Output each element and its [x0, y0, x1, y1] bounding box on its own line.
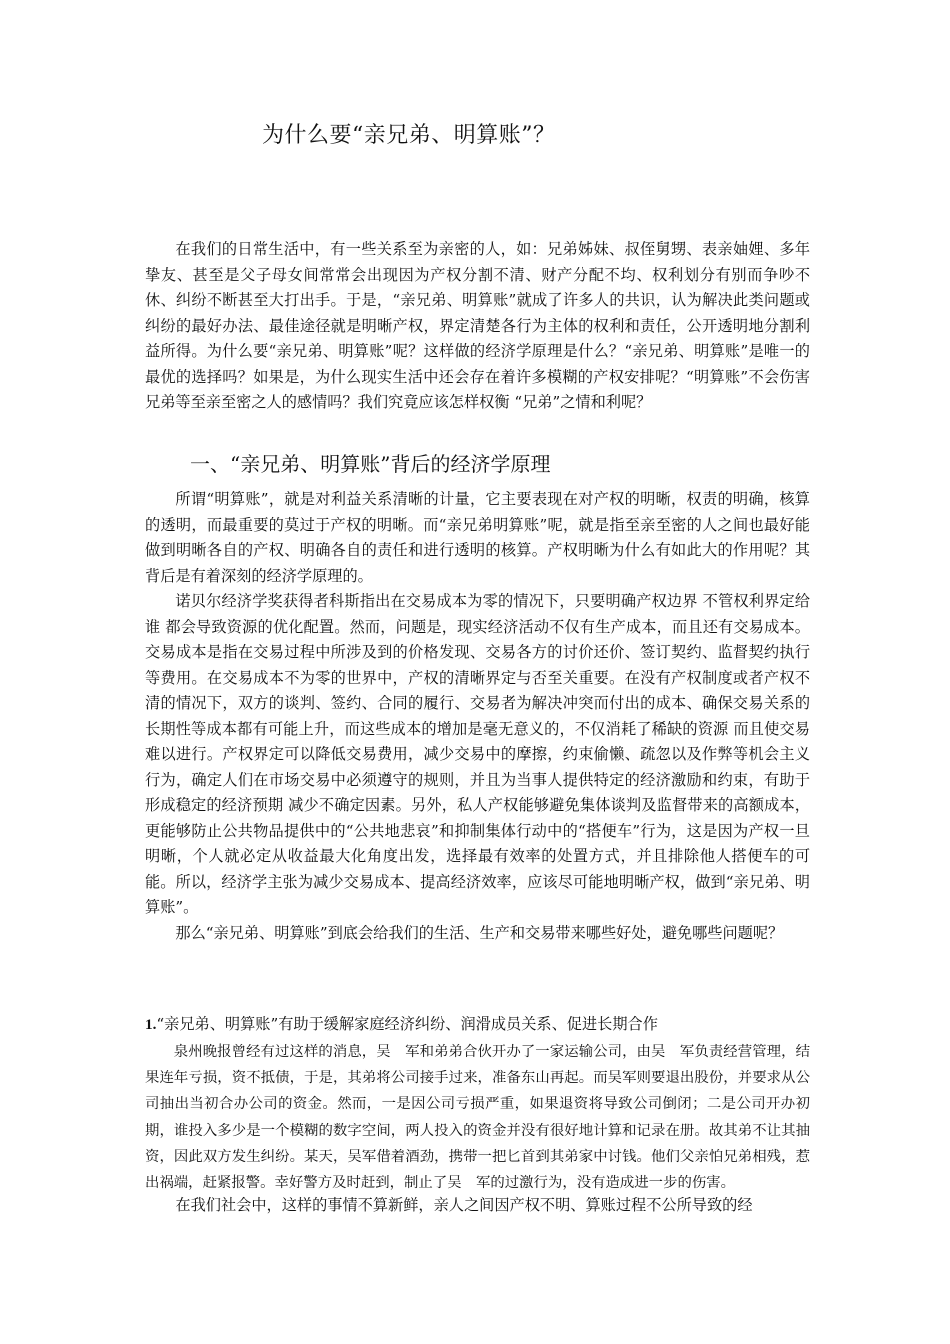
subsection-title: “亲兄弟、明算账”有助于缓解家庭经济纠纷、润滑成员关系、促进长期合作	[156, 1015, 658, 1033]
intro-paragraph: 在我们的日常生活中，有一些关系至为亲密的人，如：兄弟姊妹、叔侄舅甥、表亲妯娌、多年挚友、甚至是父子母女间常常会出现因为产权分割不清、财产分配不均、权利划分有别而争吵不休、纠纷不断甚至大打出手。于是，“亲兄弟、明算账”就成了许多人的共识，认为解决此类问题或纠纷的最好办法、最佳途径就是明晰产权，界定清楚各行为主体的权利和责任，公开透明地分割利益所得。为什么要“亲兄弟、明算账”呢？这样做的经济学原理是什么？“亲兄弟、明算账”是唯一的最优的选择吗？如果是，为什么现实生活中还会存在着许多模糊的产权安排呢？“明算账”不会伤害兄弟等至亲至密之人的感情吗？我们究竟应该怎样权衡 “兄弟”之情和利呢？	[145, 240, 810, 411]
subsection-number: 1.	[145, 1016, 157, 1033]
section-body	[145, 487, 810, 946]
section-paragraph: 诺贝尔经济学奖获得者科斯指出在交易成本为零的情况下，只要明确产权边界 不管权利界定给谁 都会导致资源的优化配置。然而，问题是，现实经济活动不仅有生产成本，而且还有交易成本。交易成本是指在交易过程中所涉及到的价格发现、交易各方的讨价还价、签订契约、监督契约执行等费用。在交易成本不为零的世界中，产权的清晰界定与否至关重要。在没有产权制度或者产权不清的情况下，双方的谈判、签约、合同的履行、交易者为解决冲突而付出的成本、确保交易关系的长期性等成本都有可能上升，而这些成本的增加是毫无意义的，不仅消耗了稀缺的资源 而且使交易难以进行。产权界定可以降低交易费用，减少交易中的摩擦，约束偷懒、疏忽以及作弊等机会主义行为，确定人们在市场交易中必须遵守的规则，并且为当事人提供特定的经济激励和约束，有助于形成稳定的经济预期 减少不确定因素。另外，私人产权能够避免集体谈判及监督带来的高额成本，更能够防止公共物品提供中的“公共地悲哀”和抑制集体行动中的“搭便车”行为，这是因为产权一旦明晰，个人就必定从收益最大化角度出发，选择最有效率的处置方式，并且排除他人搭便车的可能。所以，经济学主张为减少交易成本、提高经济效率，应该尽可能地明晰产权，做到“亲兄弟、明算账”。	[145, 592, 810, 916]
story-paragraph: 泉州晚报曾经有过这样的消息，吴 军和弟弟合伙开办了一家运输公司，由吴 军负责经营管理，结果连年亏损，资不抵债，于是，其弟将公司接手过来，准备东山再起。而吴军则要退出股份，并要求从公司抽出当初合办公司的资金。然而，一是因公司亏损严重，如果退资将导致公司倒闭；二是公司开办初期，谁投入多少是一个模糊的数字空间，两人投入的资金并没有很好地计算和记录在册。故其弟不让其抽资，因此双方发生纠纷。某天，吴军借着酒劲，携带一把匕首到其弟家中讨钱。他们父亲怕兄弟相残，惹出祸端，赶紧报警。幸好警方及时赶到，制止了吴 军的过激行为，没有造成进一步的伤害。	[145, 1044, 810, 1192]
tail-section	[145, 1193, 810, 1219]
section-paragraph: 所谓“明算账”，就是对利益关系清晰的计量，它主要表现在对产权的明晰，权责的明确，核算的透明，而最重要的莫过于产权的明晰。而“亲兄弟明算账”呢，就是指至亲至密的人之间也最好能做到明晰各自的产权、明确各自的责任和进行透明的核算。产权明晰为什么有如此大的作用呢？其背后是有着深刻的经济学原理的。	[145, 490, 810, 585]
section-paragraph: 那么“亲兄弟、明算账”到底会给我们的生活、生产和交易带来哪些好处，避免哪些问题呢？	[175, 923, 784, 942]
subsection-heading	[145, 1013, 658, 1034]
story-section	[145, 1039, 810, 1196]
page-title: 为什么要“亲兄弟、明算账”？	[262, 123, 556, 148]
section-heading: 一、“亲兄弟、明算账”背后的经济学原理	[190, 452, 551, 476]
tail-paragraph: 在我们社会中，这样的事情不算新鲜，亲人之间因产权不明、算账过程不公所导致的经	[175, 1196, 753, 1214]
intro-section	[145, 237, 810, 416]
